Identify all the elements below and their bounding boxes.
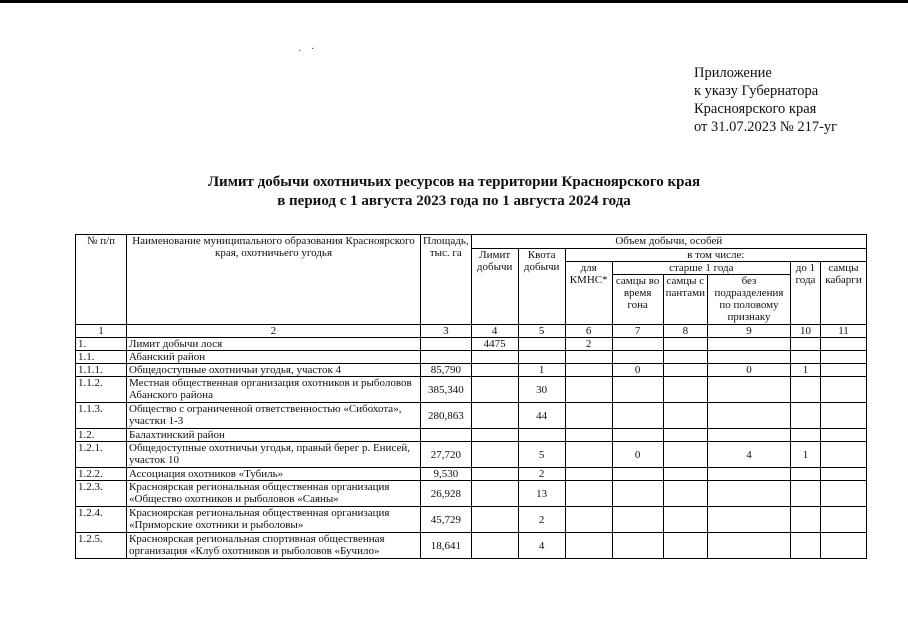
row-young — [790, 507, 820, 533]
row-young — [790, 429, 820, 442]
row-quota: 13 — [518, 481, 565, 507]
row-limit — [471, 429, 518, 442]
row-limit — [471, 377, 518, 403]
row-kmns — [565, 481, 612, 507]
row-quota: 4 — [518, 533, 565, 559]
table-row — [76, 429, 867, 442]
row-musk — [820, 364, 866, 377]
row-area: 85,790 — [421, 364, 472, 377]
row-nosex — [707, 481, 790, 507]
row-antlers — [663, 338, 707, 351]
row-musk — [820, 533, 866, 559]
row-young — [790, 468, 820, 481]
row-antlers — [663, 377, 707, 403]
row-name: Ассоциация охотников «Тубиль» — [127, 468, 421, 481]
row-name: Лимит добычи лося — [127, 338, 421, 351]
row-antlers — [663, 468, 707, 481]
row-area — [421, 338, 472, 351]
header-name: Наименование муниципального образования Красноярского края, охотничьего угодья — [127, 235, 421, 325]
scan-speck: · — [311, 44, 315, 55]
row-antlers — [663, 533, 707, 559]
row-quota: 5 — [518, 442, 565, 468]
row-name: Общество с ограниченной ответственностью «Сибохота», участки 1-3 — [127, 403, 421, 429]
row-musk — [820, 351, 866, 364]
row-kmns — [565, 377, 612, 403]
row-antlers — [663, 481, 707, 507]
table-row — [76, 338, 867, 351]
row-kmns — [565, 442, 612, 468]
row-rut — [612, 403, 663, 429]
row-num: 1.1.2. — [76, 377, 127, 403]
row-musk — [820, 442, 866, 468]
row-num: 1.2.4. — [76, 507, 127, 533]
col-number: 3 — [421, 325, 472, 338]
row-rut: 0 — [612, 364, 663, 377]
row-num: 1.2. — [76, 429, 127, 442]
annex-line: Красноярского края — [694, 101, 817, 117]
row-musk — [820, 468, 866, 481]
row-antlers — [663, 351, 707, 364]
row-musk — [820, 377, 866, 403]
row-num: 1.2.5. — [76, 533, 127, 559]
row-num: 1. — [76, 338, 127, 351]
row-young — [790, 338, 820, 351]
row-nosex: 4 — [707, 442, 790, 468]
col-number: 2 — [127, 325, 421, 338]
row-name: Балахтинский район — [127, 429, 421, 442]
table-row — [76, 533, 867, 559]
row-rut — [612, 533, 663, 559]
row-antlers — [663, 403, 707, 429]
table-row — [76, 442, 867, 468]
row-young — [790, 351, 820, 364]
row-nosex — [707, 338, 790, 351]
row-young — [790, 403, 820, 429]
row-nosex — [707, 468, 790, 481]
row-nosex — [707, 351, 790, 364]
row-name: Красноярская региональная общественная организация «Общество охотников и рыболовов «Саяны» — [127, 481, 421, 507]
row-nosex — [707, 377, 790, 403]
table-row — [76, 481, 867, 507]
row-limit — [471, 468, 518, 481]
col-number: 4 — [471, 325, 518, 338]
row-limit: 4475 — [471, 338, 518, 351]
row-kmns: 2 — [565, 338, 612, 351]
row-young: 1 — [790, 364, 820, 377]
row-area: 280,863 — [421, 403, 472, 429]
row-rut — [612, 351, 663, 364]
row-limit — [471, 364, 518, 377]
row-limit — [471, 533, 518, 559]
row-area: 9,530 — [421, 468, 472, 481]
row-musk — [820, 429, 866, 442]
row-quota: 1 — [518, 364, 565, 377]
col-number: 8 — [663, 325, 707, 338]
row-quota: 44 — [518, 403, 565, 429]
col-number: 7 — [612, 325, 663, 338]
header-limit: Лимит добычи — [471, 249, 518, 325]
header-rut: самцы во время гона — [612, 275, 663, 325]
row-rut — [612, 338, 663, 351]
header-older: старше 1 года — [612, 262, 790, 275]
limits-table — [75, 234, 867, 559]
row-nosex — [707, 533, 790, 559]
row-name: Общедоступные охотничьи угодья, правый берег р. Енисей, участок 10 — [127, 442, 421, 468]
annex-block — [694, 64, 837, 136]
row-young — [790, 533, 820, 559]
row-rut — [612, 429, 663, 442]
row-young — [790, 377, 820, 403]
row-limit — [471, 442, 518, 468]
table-row — [76, 403, 867, 429]
row-num: 1.1.1. — [76, 364, 127, 377]
col-number: 6 — [565, 325, 612, 338]
row-rut — [612, 507, 663, 533]
col-number: 1 — [76, 325, 127, 338]
header-young: до 1 года — [790, 262, 820, 325]
row-kmns — [565, 429, 612, 442]
document-subtitle: в период с 1 августа 2023 года по 1 августа 2024 года — [277, 193, 631, 209]
row-kmns — [565, 364, 612, 377]
annex-line: Приложение — [694, 65, 772, 81]
col-number: 9 — [707, 325, 790, 338]
col-number: 11 — [820, 325, 866, 338]
row-name: Красноярская региональная спортивная общественная организация «Клуб охотников и рыболовов «Бучило» — [127, 533, 421, 559]
row-num: 1.2.3. — [76, 481, 127, 507]
row-area: 27,720 — [421, 442, 472, 468]
row-rut — [612, 377, 663, 403]
row-num: 1.1. — [76, 351, 127, 364]
scan-speck: · — [298, 46, 302, 57]
header-kmns: для КМНС* — [565, 262, 612, 325]
header-num: № п/п — [76, 235, 127, 325]
row-limit — [471, 481, 518, 507]
header-quota: Квота добычи — [518, 249, 565, 325]
document-title: Лимит добычи охотничьих ресурсов на территории Красноярского края — [207, 174, 701, 190]
row-quota: 2 — [518, 507, 565, 533]
row-nosex — [707, 429, 790, 442]
row-limit — [471, 507, 518, 533]
row-quota: 30 — [518, 377, 565, 403]
row-area: 26,928 — [421, 481, 472, 507]
row-limit — [471, 403, 518, 429]
col-number: 5 — [518, 325, 565, 338]
row-num: 1.1.3. — [76, 403, 127, 429]
header-nosex: без подразделения по половому признаку — [707, 275, 790, 325]
col-number: 10 — [790, 325, 820, 338]
annex-line: от 31.07.2023 № 217-уг — [694, 119, 838, 135]
header-musk: самцы кабарги — [820, 262, 866, 325]
row-rut: 0 — [612, 442, 663, 468]
row-num: 1.2.1. — [76, 442, 127, 468]
row-area: 45,729 — [421, 507, 472, 533]
header-area: Площадь, тыс. га — [421, 235, 472, 325]
row-limit — [471, 351, 518, 364]
row-rut — [612, 481, 663, 507]
table-row — [76, 351, 867, 364]
table-row — [76, 507, 867, 533]
row-kmns — [565, 351, 612, 364]
row-name: Красноярская региональная общественная организация «Приморские охотники и рыболовы» — [127, 507, 421, 533]
row-nosex — [707, 403, 790, 429]
row-kmns — [565, 468, 612, 481]
row-quota: 2 — [518, 468, 565, 481]
row-kmns — [565, 403, 612, 429]
header-antlers: самцы с пантами — [663, 275, 707, 325]
row-name: Абанский район — [127, 351, 421, 364]
row-quota — [518, 429, 565, 442]
table-row — [76, 377, 867, 403]
table-row — [76, 364, 867, 377]
row-name: Общедоступные охотничьи угодья, участок 4 — [127, 364, 421, 377]
scan-top-edge — [0, 0, 908, 3]
row-musk — [820, 403, 866, 429]
row-area: 385,340 — [421, 377, 472, 403]
header-including: в том числе: — [565, 249, 866, 262]
row-young — [790, 481, 820, 507]
row-kmns — [565, 533, 612, 559]
row-antlers — [663, 429, 707, 442]
header-volume: Объем добычи, особей — [471, 235, 866, 249]
row-musk — [820, 338, 866, 351]
row-musk — [820, 507, 866, 533]
row-young: 1 — [790, 442, 820, 468]
row-area: 18,641 — [421, 533, 472, 559]
row-antlers — [663, 364, 707, 377]
row-quota — [518, 338, 565, 351]
row-nosex: 0 — [707, 364, 790, 377]
table-row — [76, 468, 867, 481]
row-kmns — [565, 507, 612, 533]
row-antlers — [663, 507, 707, 533]
row-rut — [612, 468, 663, 481]
row-nosex — [707, 507, 790, 533]
row-antlers — [663, 442, 707, 468]
row-area — [421, 351, 472, 364]
row-quota — [518, 351, 565, 364]
row-num: 1.2.2. — [76, 468, 127, 481]
row-musk — [820, 481, 866, 507]
row-area — [421, 429, 472, 442]
annex-line: к указу Губернатора — [694, 83, 819, 99]
row-name: Местная общественная организация охотников и рыболовов Абанского района — [127, 377, 421, 403]
